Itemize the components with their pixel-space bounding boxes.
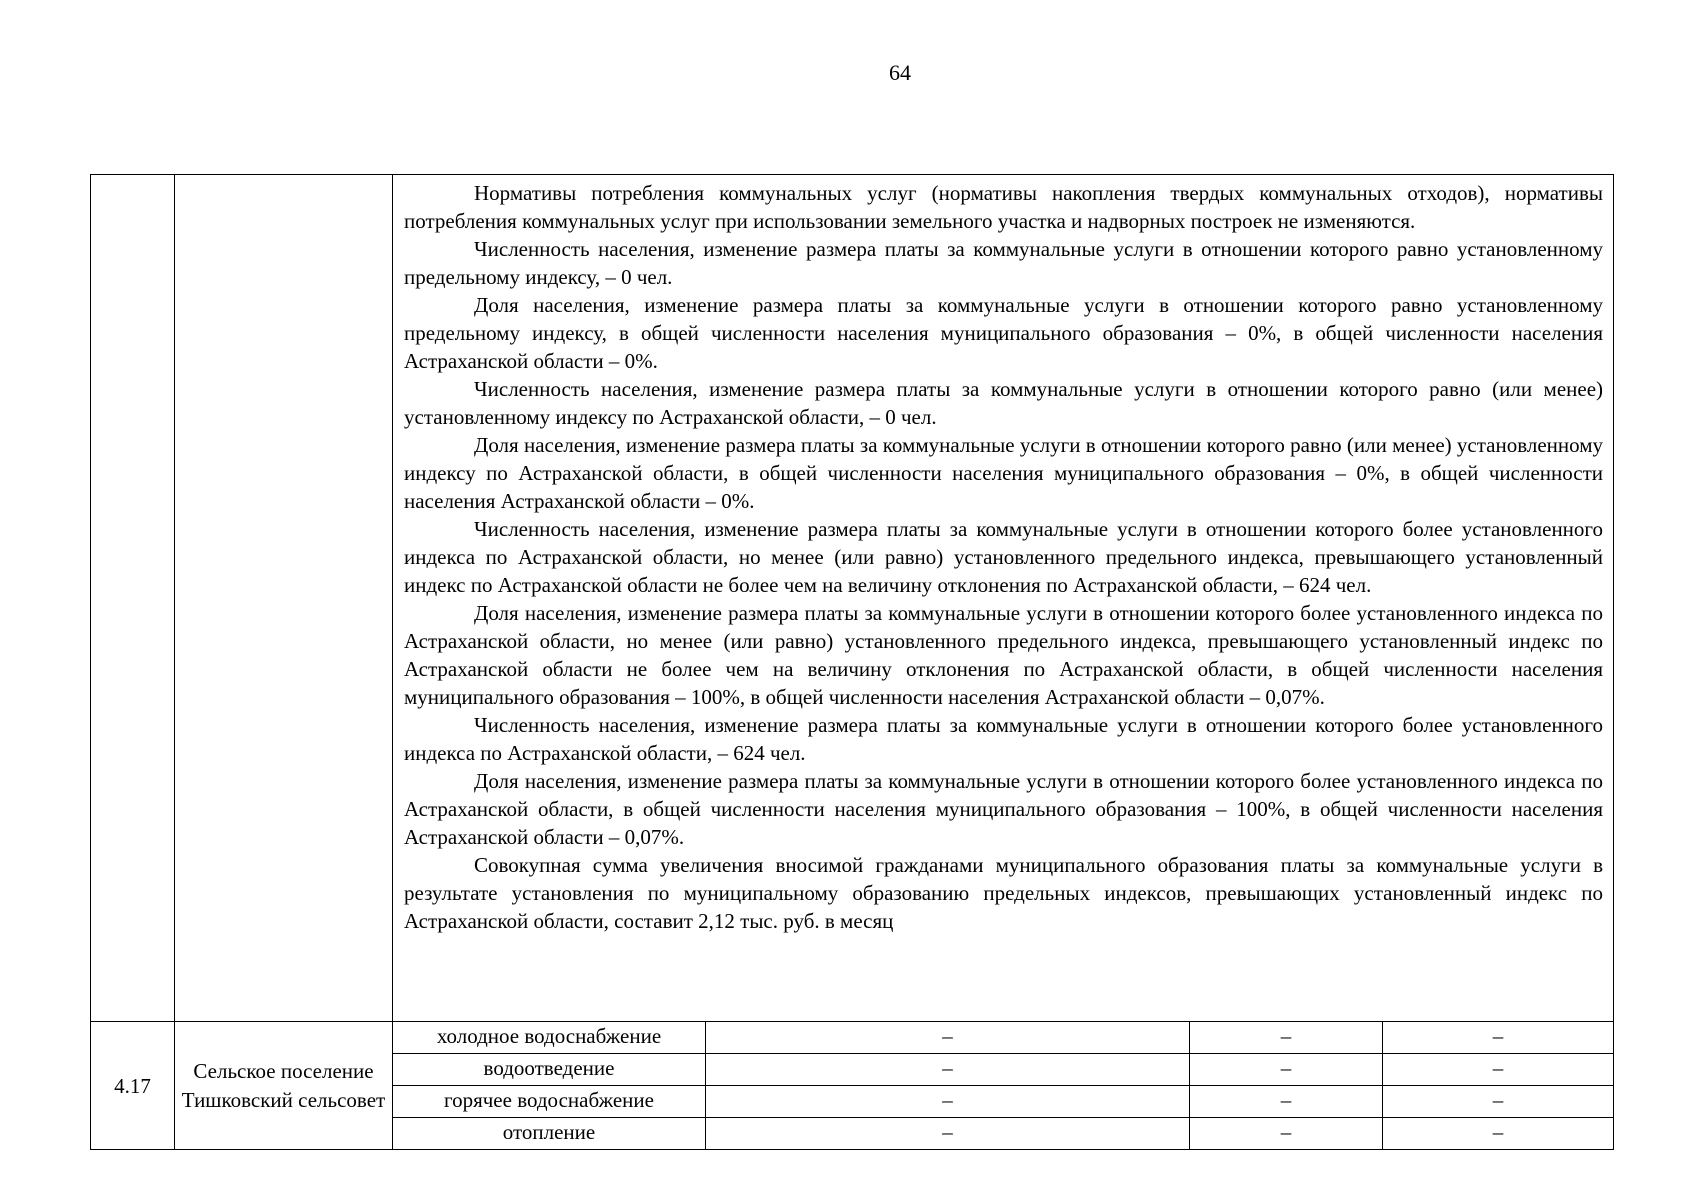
value-cell: – [1383,1118,1614,1150]
table-row [91,1022,1614,1054]
value-cell: – [706,1086,1190,1118]
service-cold-water: холодное водоснабжение [393,1022,706,1054]
service-sewerage: водоотведение [393,1054,706,1086]
continuation-place-cell [175,175,393,1022]
paragraph-population-deviation-count: Численность населения, изменение размера платы за коммунальные услуги в отношении которого более установленного индекса по Астраханской области, но менее (или равно) установленного предельного индекса, превышающего установленный индекс по Астраханской области не более чем на величину отклонения по Астраханской области, – 624 чел. [404,517,1604,597]
value-cell: – [1383,1086,1614,1118]
value-cell: – [1190,1054,1383,1086]
paragraph-standards: Нормативы потребления коммунальных услуг (нормативы накопления твердых коммунальных отходов), нормативы потребления коммунальных услуг при использовании земельного участка и надворных построек не изменяются. [404,181,1604,233]
settlement-name: Сельское поселение Тишковский сельсовет [175,1022,393,1150]
paragraph-total-increase: Совокупная сумма увеличения вносимой гражданами муниципального образования платы за коммунальные услуги в результате установления по муниципальному образованию предельных индексов, превышающих установленный индекс по Астраханской области, составит 2,12 тыс. руб. в месяц [404,853,1604,933]
paragraph-population-above-share: Доля населения, изменение размера платы за коммунальные услуги в отношении которого более установленного индекса по Астраханской области, в общей численности населения муниципального образования – 100%, в общей численности населения Астраханской области – 0,07%. [404,769,1604,849]
value-cell: – [1383,1022,1614,1054]
value-cell: – [1190,1022,1383,1054]
continuation-row [91,175,1614,1022]
value-cell: – [706,1054,1190,1086]
page-number: 64 [889,60,911,85]
paragraph-population-limit-count: Численность населения, изменение размера платы за коммунальные услуги в отношении которого равно установленному предельному индексу, – 0 чел. [404,237,1604,289]
service-hot-water: горячее водоснабжение [393,1086,706,1118]
value-cell: – [706,1118,1190,1150]
paragraph-population-index-count: Численность населения, изменение размера платы за коммунальные услуги в отношении которого равно (или менее) установленному индексу по Астраханской области, – 0 чел. [404,377,1604,429]
continuation-number-cell [91,175,175,1022]
value-cell: – [1190,1086,1383,1118]
value-cell: – [1190,1118,1383,1150]
value-cell: – [706,1022,1190,1054]
row-number: 4.17 [91,1022,175,1150]
indices-table [90,174,1614,1150]
paragraph-population-deviation-share: Доля населения, изменение размера платы за коммунальные услуги в отношении которого более установленного индекса по Астраханской области, но менее (или равно) установленного предельного индекса, превышающего установленный индекс по Астраханской области не более чем на величину отклонения по Астраханской области, в общей численности населения муниципального образования – 100%, в общей численности населения Астраханской области – 0,07%. [404,601,1604,709]
continuation-text-cell [393,175,1614,1022]
paragraph-population-index-share: Доля населения, изменение размера платы за коммунальные услуги в отношении которого равно (или менее) установленному индексу по Астраханской области, в общей численности населения муниципального образования – 0%, в общей численности населения Астраханской области – 0%. [404,433,1604,513]
service-heating: отопление [393,1118,706,1150]
value-cell: – [1383,1054,1614,1086]
paragraph-population-limit-share: Доля населения, изменение размера платы за коммунальные услуги в отношении которого равно установленному предельному индексу, в общей численности населения муниципального образования – 0%, в общей численности населения Астраханской области – 0%. [404,293,1604,373]
paragraph-population-above-count: Численность населения, изменение размера платы за коммунальные услуги в отношении которого более установленного индекса по Астраханской области, – 624 чел. [404,713,1604,765]
